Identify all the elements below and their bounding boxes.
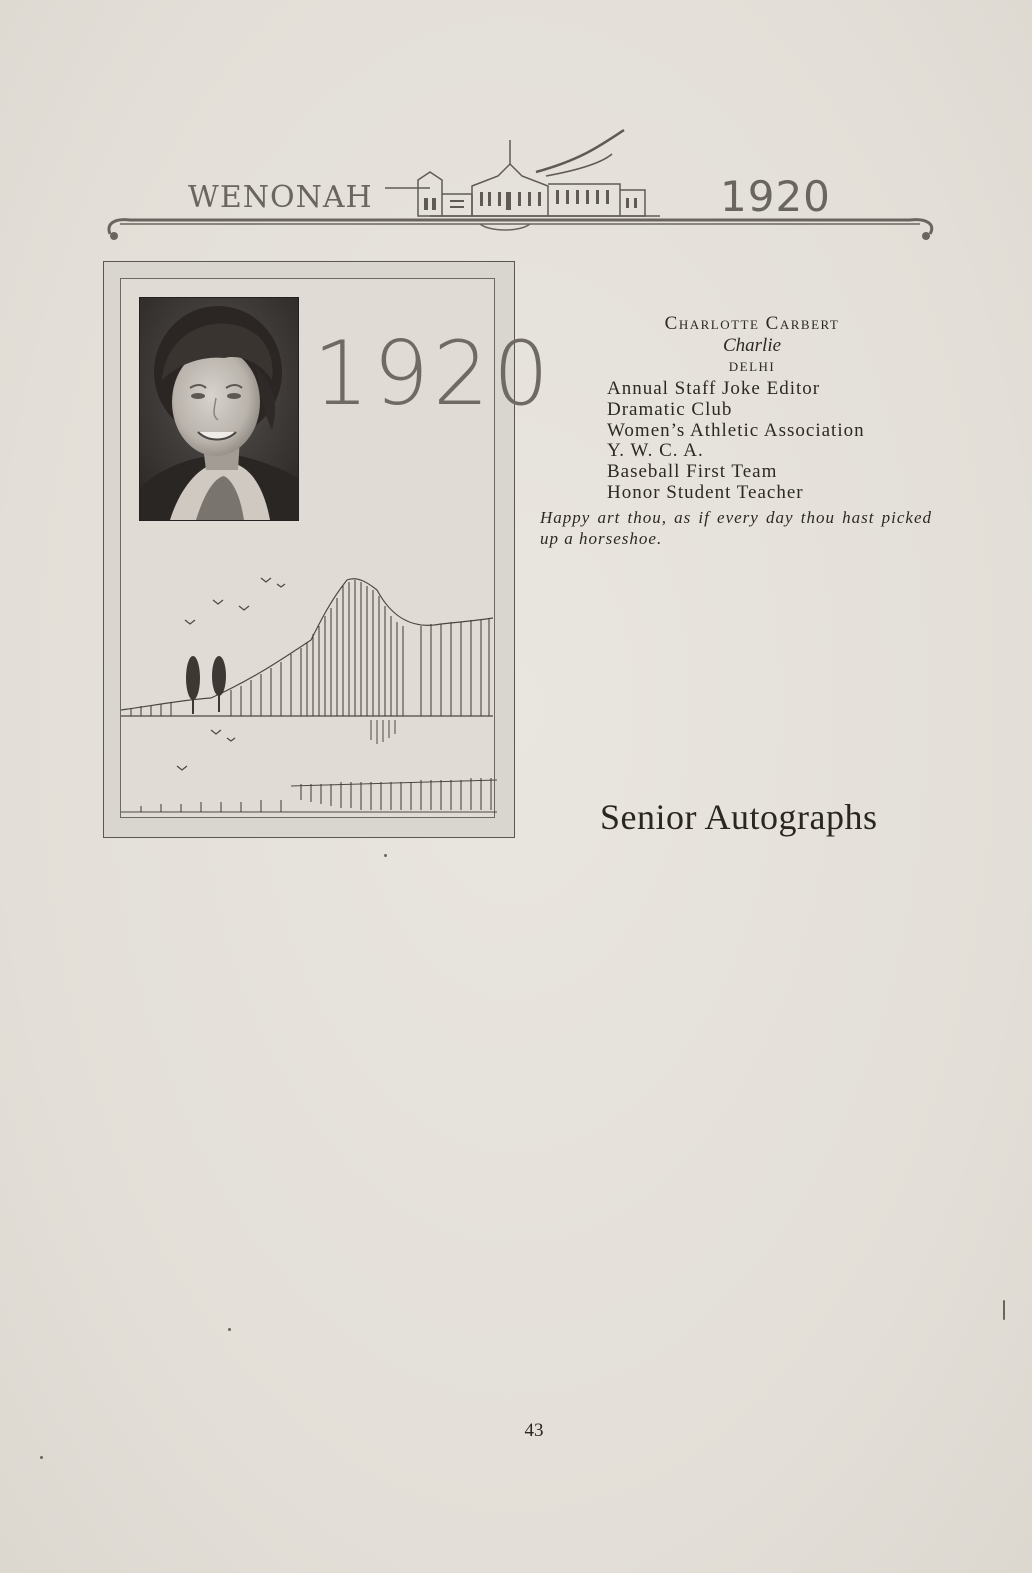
paper-speck: [384, 854, 387, 857]
mountain-lake-illustration: [121, 530, 497, 820]
activity-item: Annual Staff Joke Editor: [607, 378, 821, 399]
header-title-wenonah: WENONAH: [188, 180, 373, 215]
header-year: 1920: [720, 172, 831, 221]
paper-speck: [228, 1328, 231, 1331]
page-number: 43: [524, 1420, 544, 1441]
student-hometown: DELHI: [728, 359, 776, 374]
senior-quote: Happy art thou, as if every day thou hast picked up a horseshoe.: [540, 507, 932, 548]
woman-portrait-image: [140, 298, 298, 520]
panel-year-numerals: 1920: [313, 322, 553, 425]
portrait-photo: [139, 297, 299, 521]
senior-bio: [540, 312, 930, 549]
paper-speck: [40, 1456, 43, 1459]
activity-item: Women’s Athletic Association: [607, 419, 865, 441]
activities-list: [607, 379, 930, 504]
activity-item: Baseball First Team: [607, 461, 778, 483]
student-nickname: Charlie: [722, 335, 782, 356]
landscape-sketch: [121, 530, 497, 825]
paper-speck: [1003, 1300, 1005, 1320]
student-name: Charlotte Carbert: [664, 313, 840, 334]
senior-autographs-heading: Senior Autographs: [600, 797, 878, 837]
activity-item: Honor Student Teacher: [607, 481, 804, 503]
page-header: [100, 120, 940, 250]
activity-item: Y. W. C. A.: [607, 440, 704, 462]
activity-item: Dramatic Club: [607, 398, 733, 420]
